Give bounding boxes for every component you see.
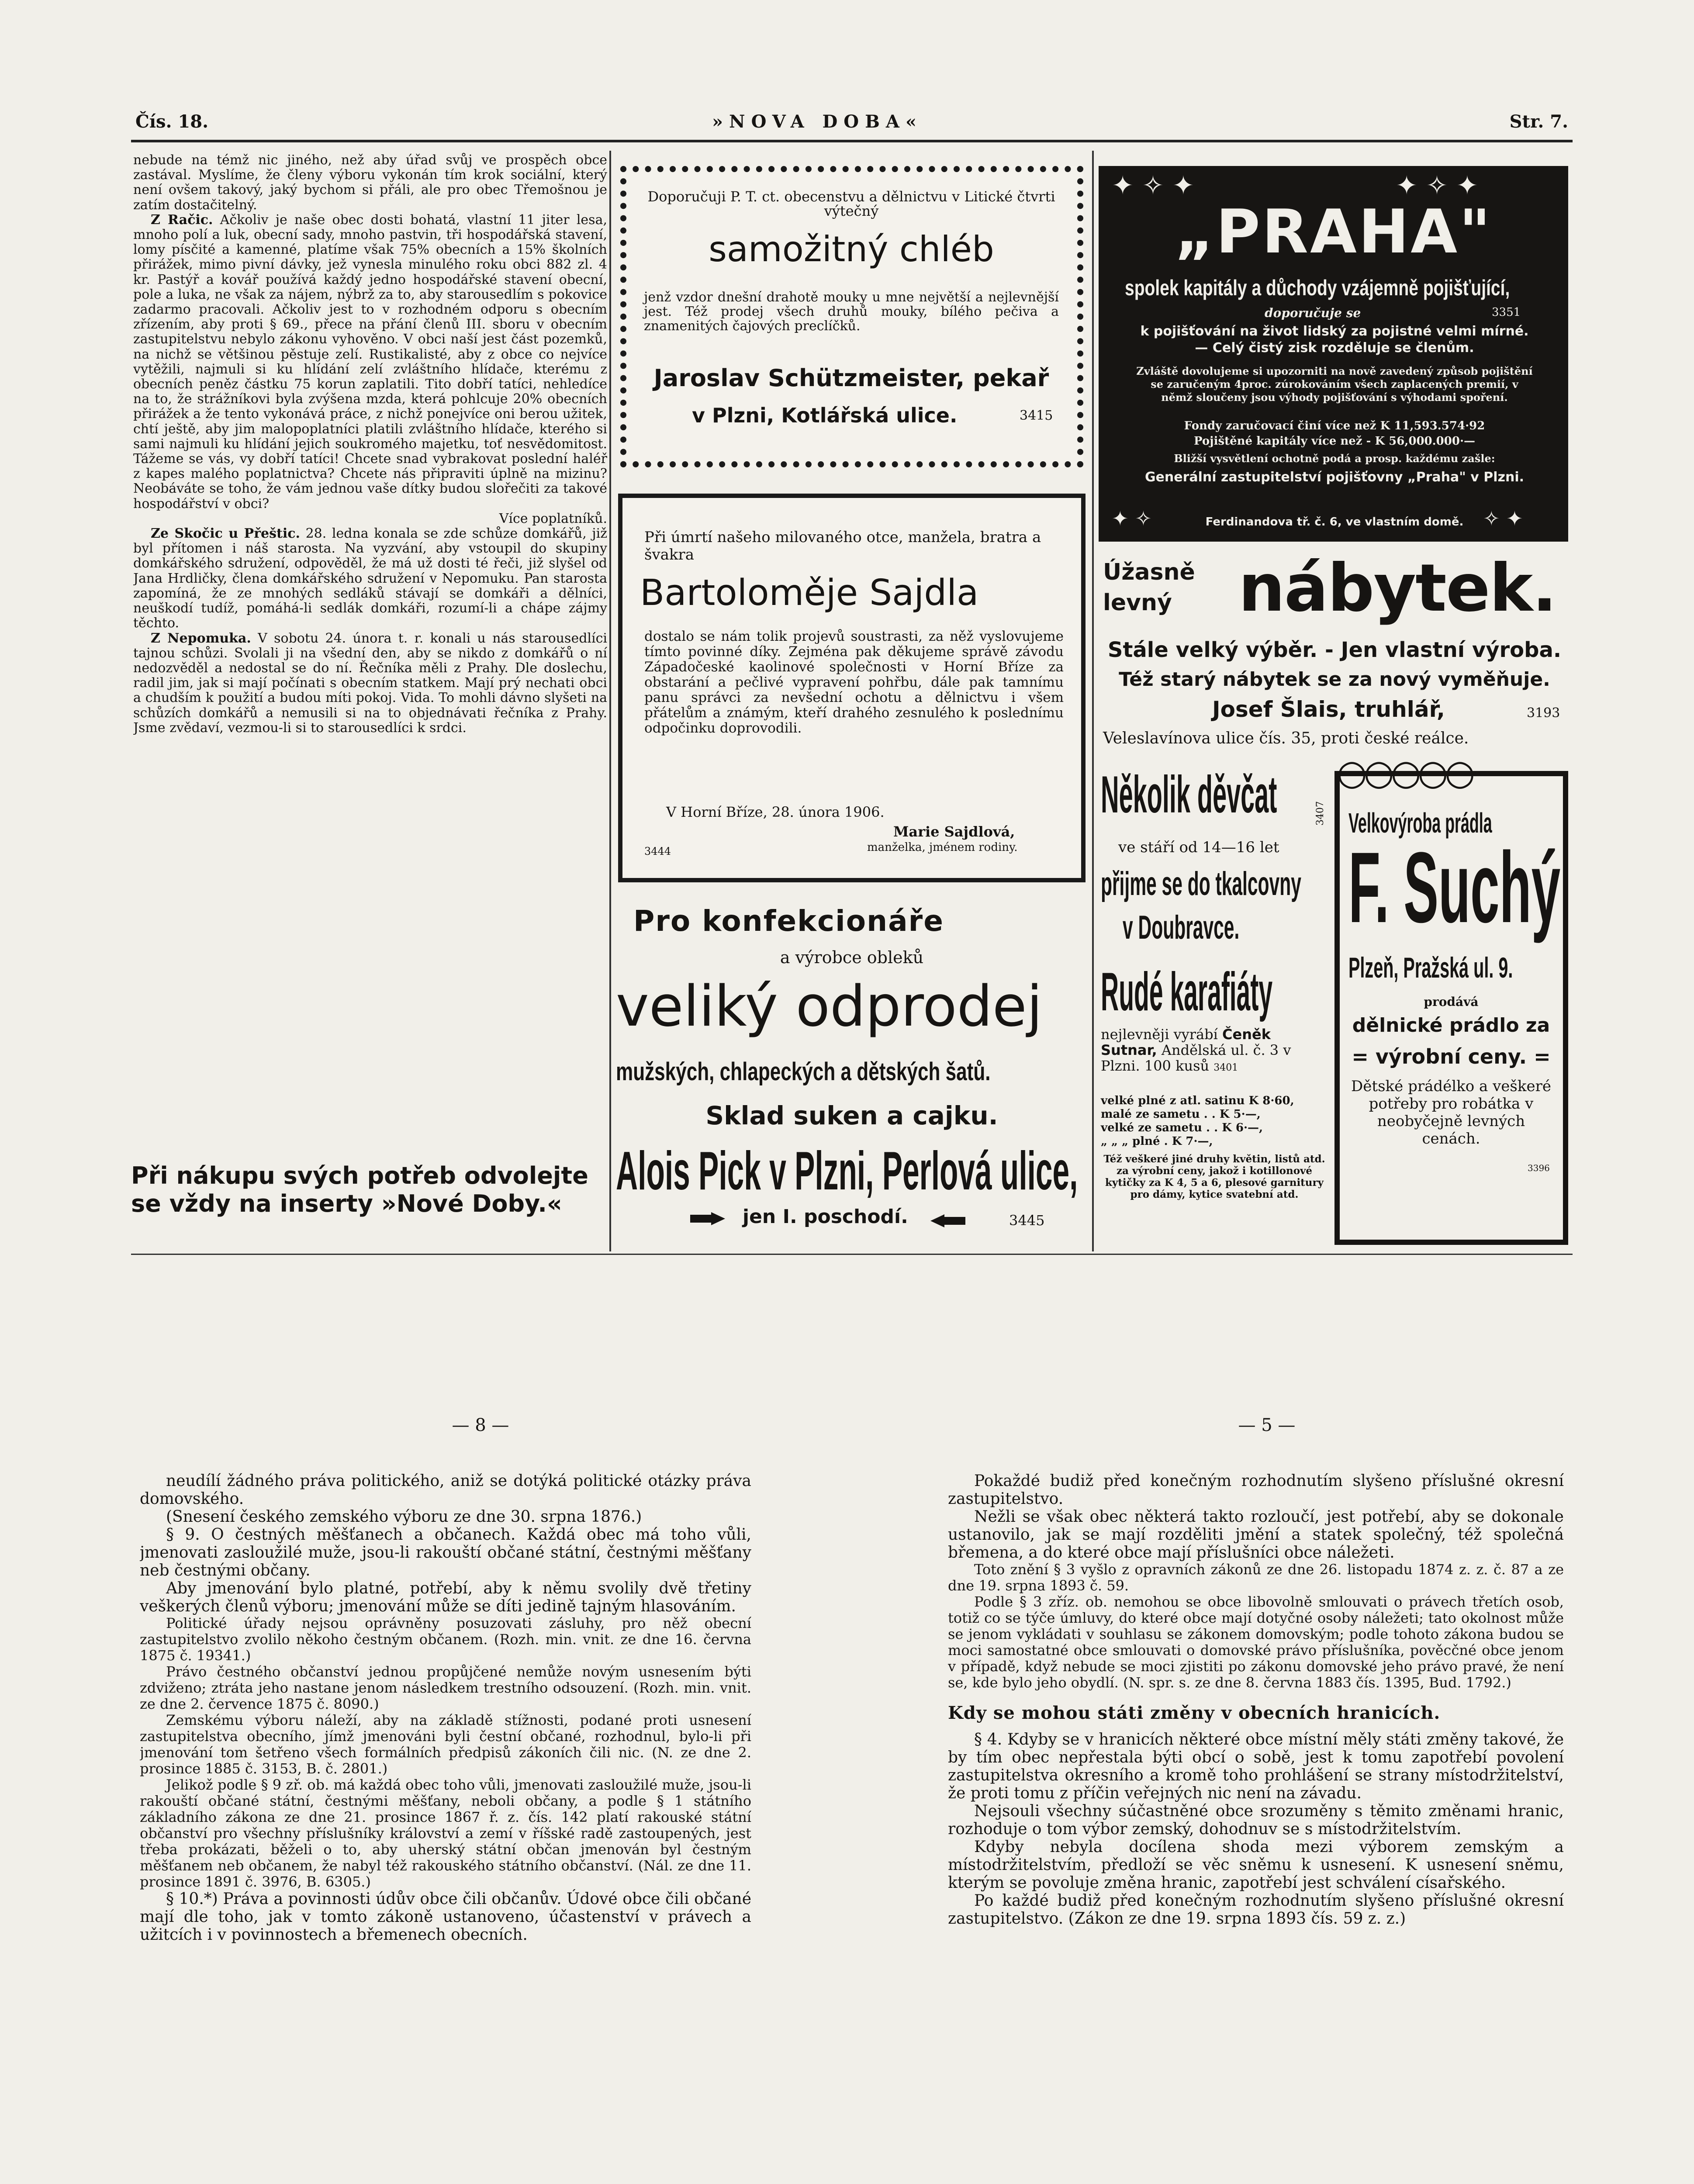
clothing-sale: veliký odprodej <box>616 974 1043 1039</box>
furniture-headline: nábytek. <box>1238 550 1556 626</box>
paragraph: Podle § 3 zříz. ob. nemohou se obce libovolně smlouvati o právech třetích osob, totiž co se týče úmluvy, do které obce mají dotyčné osoby náležeti; tato okolnost může se jenom vykládati v souhlasu se zákonem domovským; podle tohoto zákona budou se moci samostatné obce smlouvati o domovské právo příslušníka, pověcčné obce jenom v případě, když nebude se moci zjistiti po zákonu domovské jeho právo pravé, že není se, kde bylo jeho obydlí. (N. spr. s. ze dne 8. června 1883 čís. 1395, Bud. 1792.) <box>948 1593 1564 1691</box>
price-list <box>1101 1094 1328 1148</box>
ornament-star-icon: ✦ ✧ ✦ <box>1112 170 1194 201</box>
price-value: K 7·—, <box>1172 1135 1213 1148</box>
praha-line1: spolek kapitály a důchody vzájemně pojišťující, <box>1125 276 1510 300</box>
ornament-star-icon: ✧ ✦ <box>1483 507 1523 530</box>
paragraph: Nežli se však obec některá takto rozloučí, jest potřebí, aby se dokonale ustanovilo, jak se mají rozděliti jmění a statek společný, též společná břemena, a do které obce mají příslušníci obce náležeti. <box>948 1508 1564 1562</box>
paragraph: Zemskému výboru náleží, aby na základě stížnosti, podané proti usnesení zastupitelstva obecního, jímž jmenováni byli čestní občané, rozhodnul, bylo-li při jmenování tom šetřeno všech formálních předpisů zákoních čili nic. (N. ze dne 2. prosince 1885 č. 3153, B. č. 2801.) <box>140 1712 751 1777</box>
paragraph: Nejsouli všechny súčastněné obce srozuměny s těmito změnami hranic, rozhoduje o tom výbor zemský, dohodnuv se s místodržitelstvím. <box>948 1802 1564 1838</box>
ad-bread <box>620 166 1083 467</box>
ornament-star-icon: ✦ ✧ <box>1112 507 1152 530</box>
ad-code: 3193 <box>1527 705 1560 721</box>
column-divider <box>1092 151 1094 1251</box>
paragraph: Kdyby nebyla docílena shoda mezi výborem zemským a místodržitelstvím, předloží se věc sněmu k usnesení. K usnesení sněmu, kterým se povoluje změna hranic, zapotřebí jest schválení císařského. <box>948 1838 1564 1892</box>
praha-headline: „PRAHA" <box>1174 197 1493 267</box>
page-header <box>135 111 1568 138</box>
suchy-price: = výrobní ceny. = <box>1352 1045 1551 1068</box>
paragraph: Toto znění § 3 vyšlo z opravních zákonů ze dne 26. listopadu 1874 z. z. č. 87 a ze dne 19. srpna 1893 č. 59. <box>948 1561 1564 1594</box>
right-legal-page <box>948 1472 1564 2184</box>
page-number: Str. 7. <box>1509 111 1568 132</box>
section-heading: Z Nepomuka. <box>151 630 251 646</box>
page-bottom-rule <box>131 1254 1573 1255</box>
ad-code: 3396 <box>1528 1163 1550 1173</box>
carnations-footer: Též veškeré jiné druhy květin, listů atd. za výrobní ceny, jakož i kotillonové kytičky za K 4, 5 a 6, plesové garnitury pro dámy, kytice svatební atd. <box>1103 1153 1325 1200</box>
clothing-head: Pro konfekcionáře <box>633 904 944 938</box>
ad-suchy <box>1334 752 1568 1245</box>
bread-body: jenž vzdor dnešní drahotě mouky u mne největší a nejlevnější jest. Též prodej všech druhů mouky, bílého pečiva a znamenitých čajových preclíčků. <box>644 290 1059 334</box>
ad-code: 3444 <box>644 845 671 857</box>
clothing-firm: Alois Pick v Plzni, Perlová ulice, <box>616 1141 1078 1201</box>
section-text: V sobotu 24. února t. r. konali u nás starousedlíci tajnou schůzi. Svolali ji na všední den, aby se nikdo z domkářů o ní nedozvěděl a nedostal se do ní. Řečníka měli z Prahy. Dle doslechu, radil jim, jak si mají počínati s obecním statkem. Mají prý nechati obci a chudším k použití a budou míti pokoj. Vida. To mohli dávno slyšeti na schůzích domkářů a nemusili si na to objednávati řečníka z Prahy. Jsme zvědaví, vezmou-li si to starousedlíci k srdci. <box>133 630 607 736</box>
ad-obituary <box>618 494 1086 882</box>
paragraph: (Snesení českého zemského výboru ze dne 30. srpna 1876.) <box>166 1508 642 1526</box>
suchy-body: Dětské prádélko a veškeré potřeby pro robátka v neobyčejně levných cenách. <box>1351 1078 1551 1147</box>
paragraph: § 4. Kdyby se v hranicích některé obce místní měly státi změny takové, že by tím obec nepřestala býti obcí o sobě, jest k tomu zapotřebí povolení zastupitelstva okresního a kromě toho prohlášení se strany místodržitelství, že proti tomu z příčin veřejných nic není na závadu. <box>948 1731 1564 1802</box>
ad-code: 3351 <box>1492 306 1521 319</box>
paragraph: Aby jmenování bylo platné, potřebí, aby k němu svolily dvě třetiny veškerých členů výboru; jmenování může se díti jedině tajným hlasováním. <box>140 1579 751 1615</box>
furniture-address: Veleslavínova ulice čís. 35, proti české reálce. <box>1103 729 1469 747</box>
news-nepomuk <box>133 631 607 736</box>
paragraph: Právo čestného občanství jednou propůjčené nemůže novým usnesením býti zdviženo; ztráta jeho nastane jenom následkem trestního odsouzení. (Rozh. min. vnit. ze dne 2. července 1875 č. 8090.) <box>140 1663 751 1712</box>
paragraph: neudílí žádného práva politického, aniž se dotýká politické otázky práva domovského. <box>140 1472 751 1508</box>
carpenter-name: Josef Šlais, truhlář, <box>1212 697 1445 722</box>
furniture-top2: levný <box>1103 590 1172 616</box>
girls-head: Několik děvčat <box>1101 765 1277 824</box>
praha-line2: doporučuje se <box>1265 306 1361 320</box>
clothing-goods: mužských, chlapeckých a dětských šatů. <box>616 1057 991 1086</box>
ad-furniture <box>1099 550 1570 756</box>
left-news-column <box>133 153 607 1197</box>
newspaper-title: »NOVA DOBA« <box>712 111 923 132</box>
baker-address: v Plzni, Kotlářská ulice. <box>692 404 958 427</box>
price-item: velké ze sametu . . <box>1101 1121 1218 1134</box>
suchy-address: Plzeň, Pražská ul. 9. <box>1348 951 1513 984</box>
praha-funds: Fondy zaručovací činí více než K 11,593.574·92 <box>1184 419 1485 432</box>
paragraph: Po každé budiž před konečným rozhodnutím slyšeno příslušné okresní zastupitelstvo. (Zákon ze dne 19. srpna 1893 čís. 59 z. z.) <box>948 1892 1564 1928</box>
price-item: velké plné z atl. satinu <box>1101 1094 1245 1107</box>
carnations-head: Rudé karafiáty <box>1101 962 1273 1022</box>
paragraph: Politické úřady nejsou oprávněny posuzovati zásluhy, pro něž obecní zastupitelstvo zvolilo někoho čestným občanem. (Rozh. min. vnit. ze dne 16. června 1875 č. 19341.) <box>140 1615 751 1664</box>
price-row <box>1101 1108 1328 1121</box>
furniture-top: Úžasně <box>1103 559 1195 585</box>
ad-code: 3401 <box>1213 1062 1238 1073</box>
baker-name: Jaroslav Schützmeister, pekař <box>653 364 1049 392</box>
header-rule <box>131 140 1573 142</box>
praha-agency: Generální zastupitelství pojišťovny „Praha" v Plzni. <box>1144 470 1525 485</box>
price-item: malé ze sametu . . <box>1101 1108 1216 1121</box>
ad-code: 3415 <box>1020 408 1053 423</box>
ad-praha <box>1099 166 1568 542</box>
clothing-stock: Sklad suken a cajku. <box>705 1101 998 1130</box>
column-divider <box>609 151 611 1251</box>
suchy-name: F. Suchý <box>1348 831 1561 943</box>
left-legal-page <box>140 1472 751 2184</box>
section-9: § 9. O čestných měšťanech a občanech. Každá obec má toho vůli, jmenovati zasloužilé muže, jsou-li rakouští občané státní, čestnými měšťany neb čestnými občany. <box>140 1526 751 1579</box>
obituary-intro: Při úmrtí našeho milovaného otce, manžela, bratra a švakra <box>644 529 1041 563</box>
carnations-text2: Andělská ul. č. 3 v Plzni. 100 kusů <box>1101 1042 1291 1074</box>
price-row <box>1101 1094 1328 1108</box>
intro-paragraph: nebude na témž nic jiného, než aby úřad svůj ve prospěch obce zastával. Myslíme, že členy výboru vykonán tím krok sociální, který není ovšem takový, jaký bychom si přáli, ale pro obec Třemošnou je zatím dostačitelný. <box>133 153 607 213</box>
maker-name: Čeněk Sutnar, <box>1101 1026 1271 1058</box>
paragraph: Pokaždé budiž před konečným rozhodnutím slyšeno příslušné okresní zastupitelstvo. <box>948 1472 1564 1508</box>
deceased-name: Bartoloměje Sajdla <box>640 572 979 614</box>
furniture-line2: Též starý nábytek se za nový vyměňuje. <box>1119 668 1550 691</box>
signer-note: manželka, jménem rodiny. <box>867 841 1018 854</box>
carnations-text <box>1101 1026 1328 1076</box>
booklet-spread <box>0 1354 1694 2184</box>
paragraph: Jelikož podle § 9 zř. ob. má každá obec toho vůli, jmenovati zasloužilé muže, jsou-li rakouští občané státní, čestnými měšťany, neboli občany, a podle § 1 státního základního zákona ze dne 21. prosince 1867 ř. z. čís. 142 platí rakouské státní občanství pro všechny příslušníky království a zemí v říšské radě zastoupených, jest třeba prokázati, běželi o to, aby uherský státní občan jmenován byl čestným měšťanem neb občanem, že nabyl též rakouského státního občanství. (Nál. ze dne 11. prosince 1891 č. 3976, B. 6305.) <box>140 1776 751 1890</box>
praha-line3: k pojišťování na život lidský za pojistné velmi mírné. — Celý čistý zisk rozděluje se členům. <box>1140 324 1529 356</box>
praha-line4: Zvláště dovolujeme si upozorniti na nově zavedený způsob pojištění se zaručeným 4proc. zúrokováním všech zaplacených premií, v němž sloučeny jsou výhody pojišťování s výhodami spoření. <box>1136 365 1533 404</box>
ad-clothing <box>616 904 1088 1249</box>
obituary-date: V Horní Bříze, 28. února 1906. <box>666 804 885 820</box>
price-row <box>1101 1135 1328 1148</box>
suchy-head: Velkovýroba prádla <box>1348 807 1492 839</box>
ad-girls-wanted <box>1101 764 1328 957</box>
section-10: § 10.*) Práva a povinnosti údův obce čili občanův. Údové obce čili občané mají dle toho, jak v tomto zákoně ustanoveno, účastenství v právech a užitcích i v povinnostech a břemenech obecních. <box>140 1890 751 1944</box>
praha-capital: Pojištěné kapitály více než - K 56,000.000·— <box>1193 435 1476 448</box>
furniture-line1: Stále velký výběr. - Jen vlastní výroba. <box>1107 638 1562 662</box>
news-skocice <box>133 526 607 631</box>
price-value: K 8·60, <box>1248 1094 1294 1107</box>
obituary-body: dostalo se nám tolik projevů soustrasti, za něž vyslovujeme tímto povinné díky. Zejména pak děkujeme správě závodu Západočeské kaolinové společnosti v Horní Bříze za obstarání a pečlivé vypravení pohřbu, dále pak tamnímu panu správci za nevšední ochotu a dělnictvu i všem přátelům a známým, kteří drahého zesnulého k poslednímu odpočinku doprovodili. <box>644 629 1064 736</box>
signer-name: Marie Sajdlová, <box>893 823 1015 840</box>
suchy-sells: prodává <box>1424 995 1479 1009</box>
ring-border <box>1334 752 1568 793</box>
pointing-hand-icon <box>930 1214 965 1227</box>
ad-code: 3407 <box>1315 801 1326 826</box>
girls-age: ve stáří od 14—16 let <box>1118 839 1279 856</box>
clothing-sub: a výrobce obleků <box>780 948 924 967</box>
ring-ornament-icon: ○○○○○ <box>1337 752 1472 793</box>
ad-carnations <box>1101 961 1332 1258</box>
section-text: Ačkoliv je naše obec dosti bohatá, vlastní 11 jiter lesa, mnoho polí a luk, obecní sady, mnoho pastvin, tři hospodářská stavení, lomy písčité a kamenné, platíme však 75% obecních a 15% školních přirážek, mimo pivní dávky, jež vynesla minulého roku obci 882 zl. 4 kr. Pastýř a kovář používá každý jedno hospodářské stavení obecní, pole a luka, ne však za nájem, nýbrž za to, aby starousedlím s pokovice zadarmo pracovali. Ačkoliv jest to v rozhodném odporu s obecním zřízením, aby proti § 69., přece na přání členů III. sboru v obecním zastupitelstvu nebylo zákonu vyhověno. V obci naší jest část pozemků, na nichž se většinou pěstuje zelí. Rustikalisté, aby z obce co nejvíce vytěžili, najmuli si ku hlídání zelí zvláštního hlídače, kterému z obecních peněz částku 75 korun zaplatili. Tito dobří tatíci, nehledíce na to, že strážníkovi byla zvýšena mzda, která pohlcuje 20% obecních přirážek a že tento vykonává práce, z nichž ponejvíce oni berou užitek, chtí ještě, aby jim malopoplatníci platili zvláštního hlídače, kterého si sami najmuli ku hlídání jejich soukromého majetku, toť nesvědomitost. Tážeme se vás, vy dobří tatíci! Chcete snad vybrakovat poslední haléř z kapes malého poplatnictva? Chcete nás připraviti úplně na mizinu? Neobáváte se toho, že vám jednou vaše dítky budou slořečiti za takové hospodářství v obci? <box>133 212 607 511</box>
promo-notice: Při nákupu svých potřeb odvolejte se vždy na inserty »Nové Doby.« <box>131 1162 588 1217</box>
price-row <box>1101 1121 1328 1135</box>
clothing-floor: jen I. poschodí. <box>743 1206 908 1228</box>
praha-more: Bližší vysvětlení ochotně podá a prosp. každému zašle: <box>1174 452 1495 465</box>
issue-number: Čís. 18. <box>135 111 208 132</box>
suchy-product: dělnické prádlo za <box>1352 1014 1550 1037</box>
pointing-hand-icon <box>690 1212 725 1225</box>
bread-headline: samožitný chléb <box>709 229 994 270</box>
praha-address: Ferdinandova tř. č. 6, ve vlastním domě. <box>1205 515 1464 529</box>
carnations-text1: nejlevněji vyrábí <box>1101 1026 1218 1043</box>
price-item: „ „ „ plné . <box>1101 1135 1168 1148</box>
price-value: K 6·—, <box>1222 1121 1263 1134</box>
girls-place: v Doubravce. <box>1123 909 1240 946</box>
news-racice <box>133 213 607 511</box>
right-page-number: — 5 — <box>1238 1415 1296 1435</box>
bread-intro: Doporučuji P. T. ct. obecenstvu a dělnictvu v Litické čtvrti výtečný <box>647 188 1055 219</box>
left-page-number: — 8 — <box>452 1415 509 1435</box>
section-heading: Ze Skočic u Přeštic. <box>151 526 300 542</box>
section-signature: Více poplatníků. <box>499 511 607 526</box>
section-heading: Z Račic. <box>151 212 213 228</box>
ad-code: 3445 <box>1009 1212 1045 1229</box>
section-heading: Kdy se mohou státi změny v obecních hranicích. <box>948 1703 1441 1723</box>
girls-take: přijme se do tkalcovny <box>1101 865 1301 902</box>
ornament-star-icon: ✦ ✧ ✦ <box>1396 170 1478 201</box>
section-text: 28. ledna konala se zde schůze domkářů, již byl přítomen i náš starosta. Na vyzvání, aby vstoupil do skupiny domkářského sdružení, odpověděl, že má už dosti té řeči, již slyšel od Jana Hrdličky, člena domkářského sdružení v Nepomuku. Pan starosta zapomíná, že ze mnohých sedláků stávají se domkáři a dělníci, neuškodí tudíž, pomáhá-li sedlák domkáři, rozumí-li a chápe zájmy těchto. <box>133 526 607 631</box>
price-value: K 5·—, <box>1219 1108 1261 1121</box>
